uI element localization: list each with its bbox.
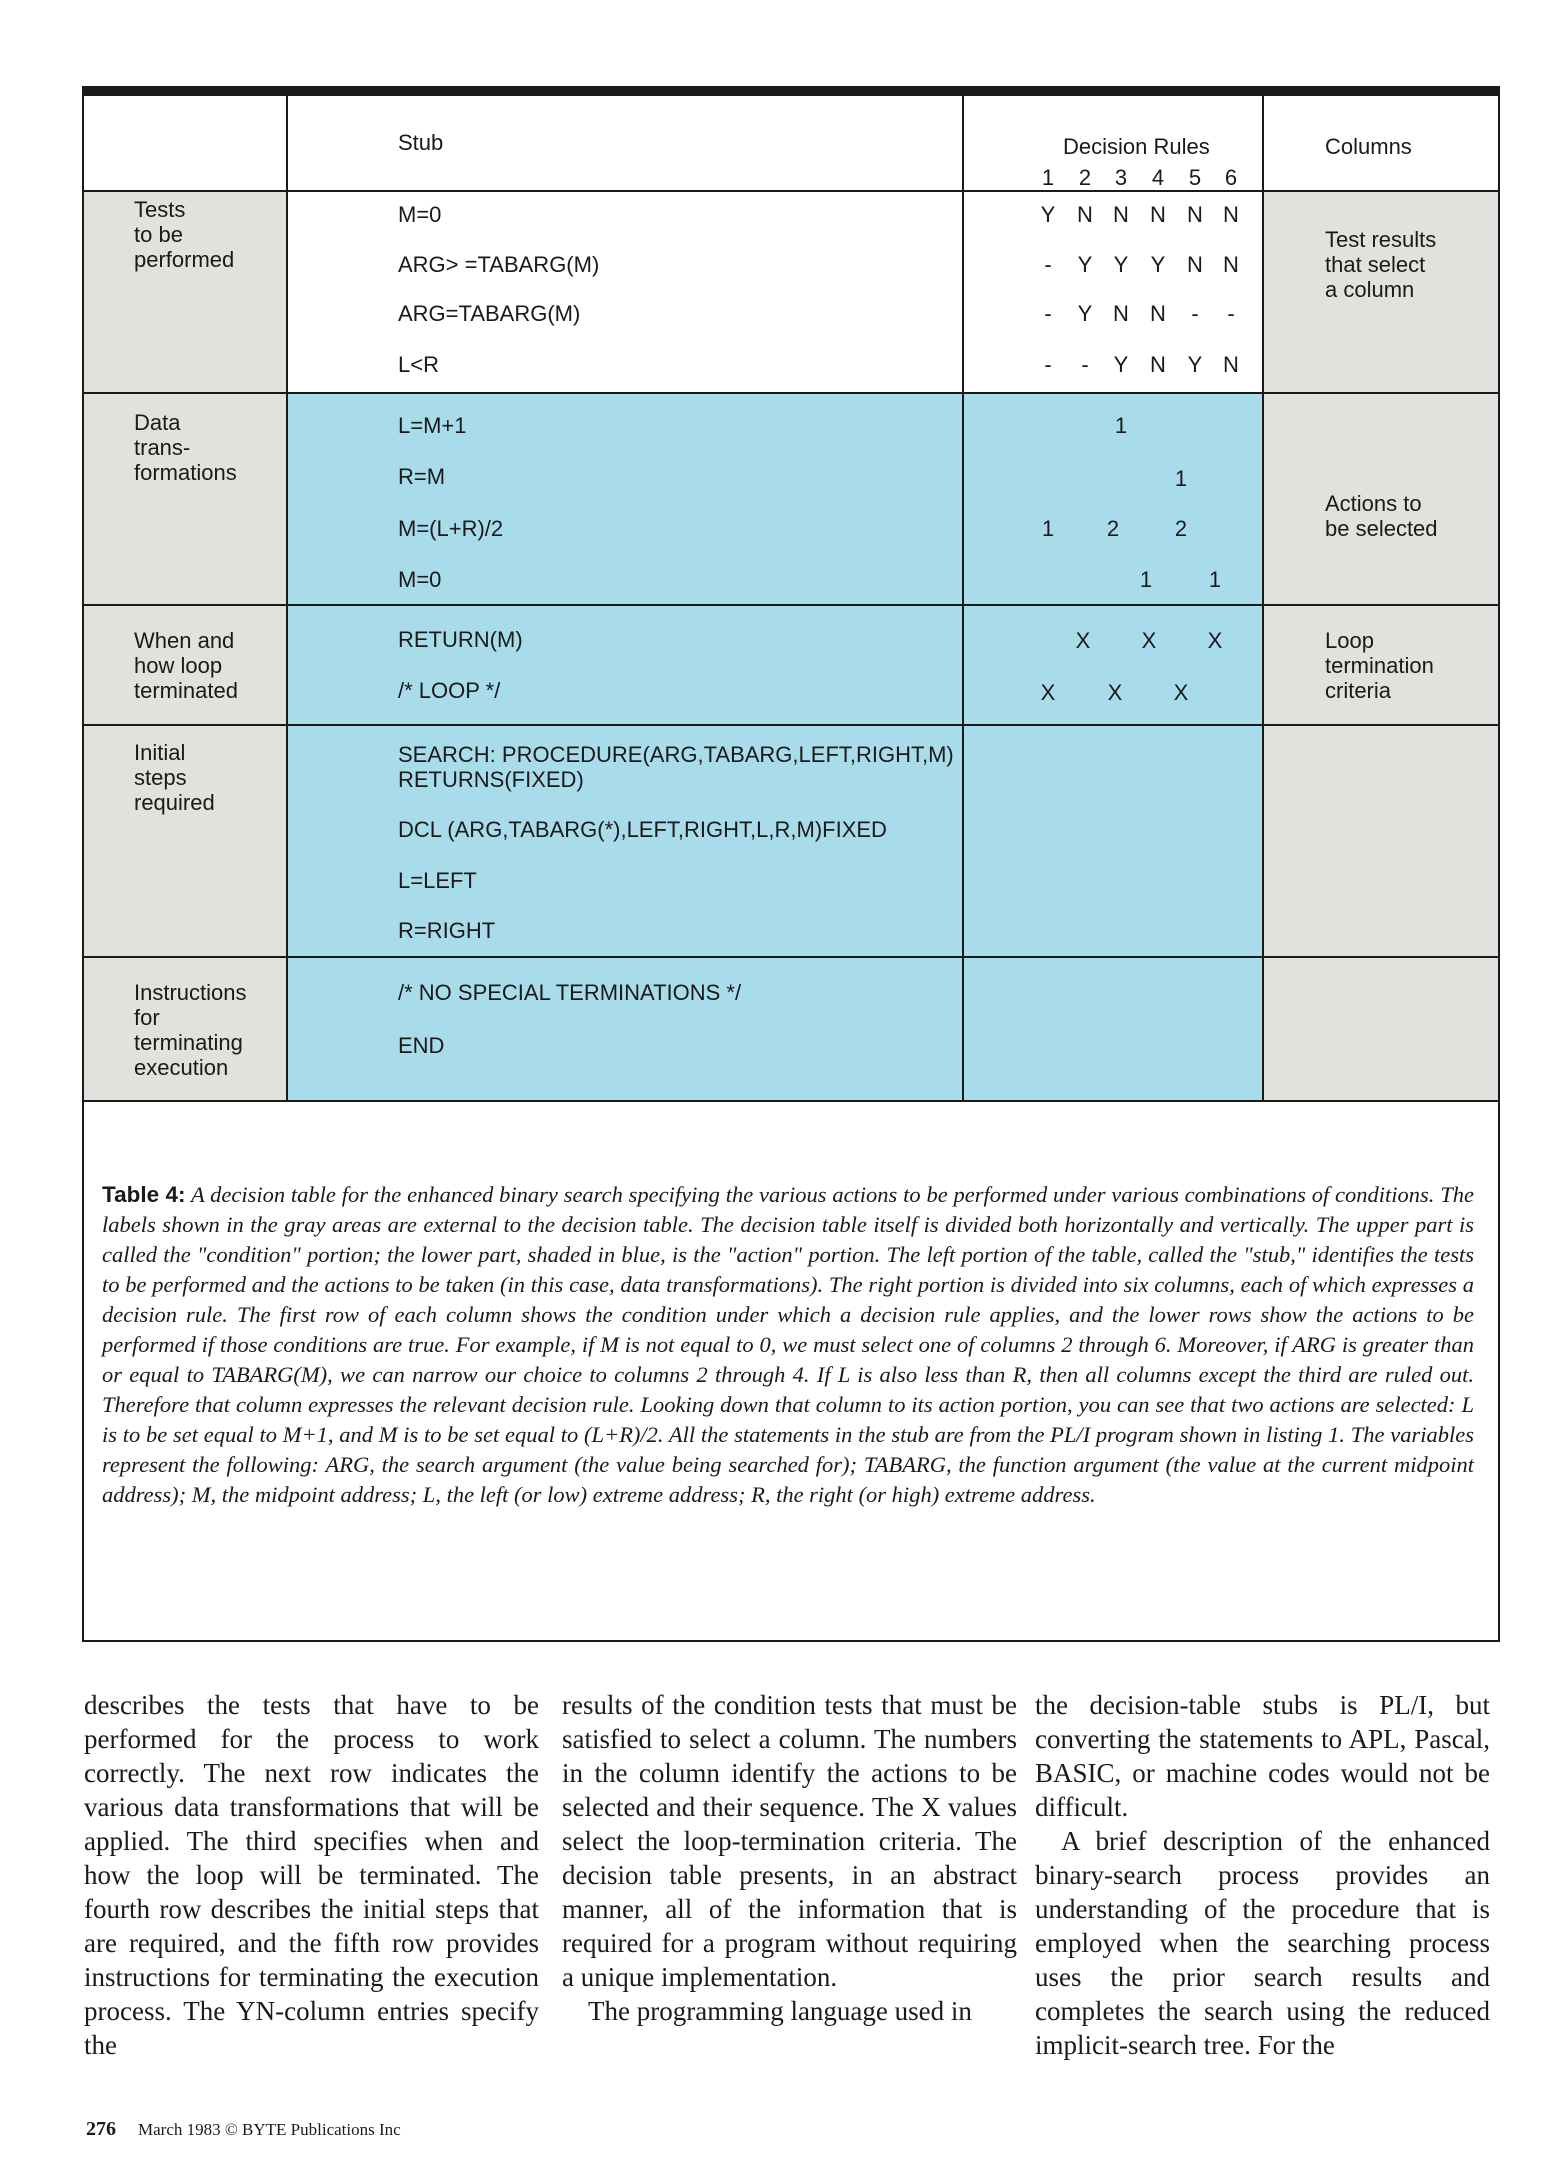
rule-cell: N [1187,202,1203,227]
stub-row: R=M [398,464,446,489]
caption-text: A decision table for the enhanced binary search specifying the various actions to be performed under various combinations of conditions. The labels shown in the gray areas are external to the decision table. The decision table itself is divided both horizontally and vertically. The upper part is called the "condition" portion; the lower part, shaded in blue, is the "action" portion. The left portion of the table, called the "stub," identifies the tests to be performed and the actions to be taken (in this case, data transformations). The right portion is divided into six columns, each of which expresses a decision rule. The first row of each column shows the condition under which a decision rule applies, and the lower rows show the actions to be performed if those conditions are true. For example, if M is not equal to 0, we must select one of columns 2 through 6. Moreover, if ARG is greater than or equal to TABARG(M), we can narrow our choice to columns 2 through 4. If L is also less than R, then all columns except the third are ruled out. Therefore that column expresses the relevant decision rule. Looking down that column to its action portion, you can see that two actions are selected: L is to be set equal to M+1, and M is to be set equal to (L+R)/2. All the statements in the stub are from the PL/I program shown in listing 1. The variables represent the following: ARG, the search argument (the value being searched for); TABARG, the function argument (the value at the current midpoint address); M, the midpoint address; L, the left (or low) extreme address; R, the right (or high) extreme address. [102,1182,1474,1507]
rule-cell: X [1173,680,1189,705]
rule-cell: 1 [1174,466,1188,491]
stub-row: DCL (ARG,TABARG(*),LEFT,RIGHT,L,R,M)FIXED [398,817,887,842]
stub-row: L<R [398,352,439,377]
stub-row: R=RIGHT [398,918,496,943]
columns-header: Columns [1325,134,1412,159]
body-column-1 [84,1688,539,2062]
paragraph: the decision-table stubs is PL/I, but converting the statements to APL, Pascal, BASIC, or machine codes would not be difficult. [1035,1690,1490,1822]
rule-cell: N [1150,352,1166,377]
stub-row: /* NO SPECIAL TERMINATIONS */ [398,980,742,1005]
rule-cell: - [1227,301,1235,326]
rule-cell: N [1113,301,1129,326]
stub-row: END [398,1033,445,1058]
stub-row: M=(L+R)/2 [398,516,504,541]
rule-cell: - [1044,252,1052,277]
stub-row: L=LEFT [398,868,477,893]
rule-cell: N [1113,202,1129,227]
rule-cell: X [1075,628,1091,653]
paragraph: results of the condition tests that must be satisfied to select a column. The numbers in the column identify the actions to be selected and their sequence. The X values select the loop-termination criteria. The decision table presents, in an abstract manner, all of the information that is required for a program without requiring a unique implementation. [562,1690,1017,1992]
rule-number: 4 [1151,165,1165,190]
section-label-initial-steps: Initial steps required [134,740,215,815]
rule-number: 5 [1188,165,1202,190]
rule-cell: N [1077,202,1093,227]
rule-cell: X [1207,628,1223,653]
paragraph: A brief description of the enhanced binary-search process provides an understanding of the procedure that is employed when the searching process uses the prior search results and completes the search using the reduced implicit-search tree. For the [1035,1826,1490,2060]
rule-cell: Y [1040,202,1056,227]
rule-number: 6 [1224,165,1238,190]
rule-cell: N [1223,202,1239,227]
rule-cell: 1 [1114,413,1128,438]
rule-cell: 1 [1041,516,1055,541]
rule-cell: - [1044,352,1052,377]
stub-row: ARG=TABARG(M) [398,301,581,326]
stub-row: ARG> =TABARG(M) [398,252,600,277]
rule-cell: Y [1113,352,1129,377]
rule-cell: Y [1187,352,1203,377]
body-column-2 [562,1688,1017,2028]
stub-row: L=M+1 [398,413,467,438]
rule-number: 3 [1114,165,1128,190]
rule-cell: Y [1077,252,1093,277]
paragraph: describes the tests that have to be performed for the process to work correctly. The next row indicates the various data transformations that will be applied. The third specifies when and how the loop will be terminated. The fourth row describes the initial steps that are required, and the fifth row provides instructions for terminating the execution process. The YN-column entries specify the [84,1690,539,2060]
page-footer [86,2118,401,2141]
rule-cell: 1 [1208,567,1222,592]
rule-cell: Y [1150,252,1166,277]
rule-cell: N [1150,202,1166,227]
stub-row: SEARCH: PROCEDURE(ARG,TABARG,LEFT,RIGHT,M) RETURNS(FIXED) [398,742,954,792]
footer-text: March 1983 © BYTE Publications Inc [138,2120,401,2139]
section-label-data-transformations: Data trans- formations [134,410,237,485]
table-caption [102,1180,1474,1510]
rule-cell: N [1223,252,1239,277]
rule-cell: N [1223,352,1239,377]
rule-cell: 2 [1174,516,1188,541]
paragraph: The programming language used in [588,1996,972,2026]
rule-cell: - [1081,352,1089,377]
rule-cell: X [1107,680,1123,705]
rule-cell: X [1040,680,1056,705]
rule-cell: - [1044,301,1052,326]
rule-cell: Y [1077,301,1093,326]
section-label-termination: Instructions for terminating execution [134,980,247,1080]
stub-row: /* LOOP */ [398,678,501,703]
stub-header: Stub [398,130,444,155]
stub-row: M=0 [398,202,442,227]
rule-cell: N [1187,252,1203,277]
stub-row: RETURN(M) [398,627,523,652]
decision-rules-header: Decision Rules [1063,134,1210,159]
rule-cell: X [1141,628,1157,653]
caption-lead: Table 4: [102,1182,186,1207]
page-number: 276 [86,2118,116,2140]
rule-number: 2 [1078,165,1092,190]
rule-cell: 1 [1139,567,1153,592]
rule-number: 1 [1041,165,1055,190]
right-label-actions: Actions to be selected [1325,491,1438,541]
rule-cell: 2 [1106,516,1120,541]
right-label-test-results: Test results that select a column [1325,227,1437,302]
right-label-loop-criteria: Loop termination criteria [1325,628,1434,703]
stub-row: M=0 [398,567,442,592]
rule-cell: - [1191,301,1199,326]
rule-cell: Y [1113,252,1129,277]
section-label-tests: Tests to be performed [134,197,235,272]
top-rule [82,86,1500,96]
rule-cell: N [1150,301,1166,326]
body-column-3 [1035,1688,1490,2062]
section-label-loop: When and how loop terminated [134,628,238,703]
